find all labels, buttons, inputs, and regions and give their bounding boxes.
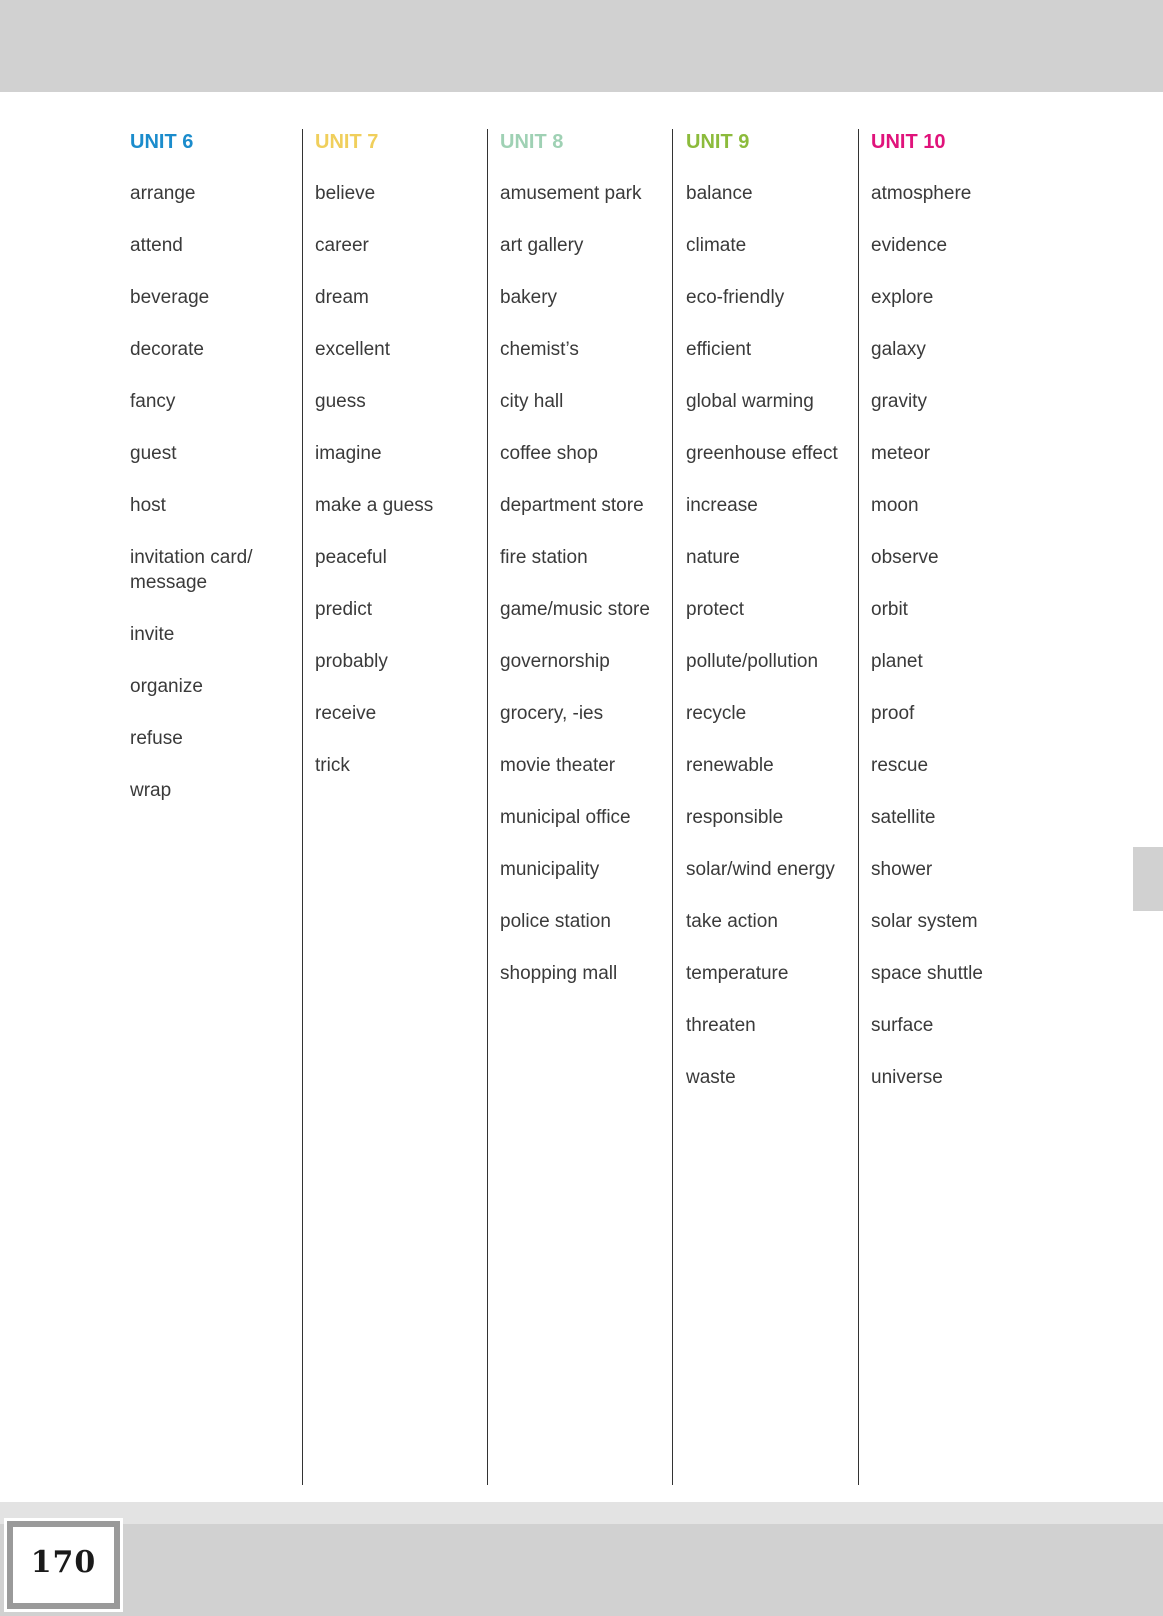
vocabulary-word: evidence <box>871 235 948 256</box>
vocabulary-word: eco-friendly <box>686 287 785 308</box>
vocabulary-word: chemist’s <box>500 339 579 360</box>
vocabulary-word: nature <box>686 547 740 568</box>
bottom-strip <box>0 1502 1163 1524</box>
word-list <box>130 181 310 803</box>
unit-column <box>315 129 495 805</box>
word-list <box>500 181 680 986</box>
vocabulary-word: fire station <box>500 547 588 568</box>
vocabulary-word: balance <box>686 183 753 204</box>
word-list <box>315 181 495 778</box>
word-list <box>871 181 1051 1090</box>
unit-column <box>871 129 1051 1117</box>
vocabulary-word: satellite <box>871 807 936 828</box>
vocabulary-word: protect <box>686 599 745 620</box>
vocabulary-word: department store <box>500 495 644 516</box>
vocabulary-word: excellent <box>315 339 390 360</box>
word-list <box>686 181 866 1090</box>
vocabulary-word: amusement park <box>500 183 642 204</box>
unit-title: UNIT 7 <box>315 131 379 153</box>
vocabulary-word: imagine <box>315 443 382 464</box>
vocabulary-word: municipal office <box>500 807 631 828</box>
vocabulary-word: fancy <box>130 391 176 412</box>
vocabulary-word: host <box>130 495 166 516</box>
vocabulary-word: surface <box>871 1015 934 1036</box>
side-thumb-tab <box>1133 847 1163 911</box>
vocabulary-word: predict <box>315 599 373 620</box>
vocabulary-word: police station <box>500 911 611 932</box>
vocabulary-word: city hall <box>500 391 564 412</box>
vocabulary-word: guess <box>315 391 366 412</box>
vocabulary-word: peaceful <box>315 547 387 568</box>
vocabulary-word: coffee shop <box>500 443 598 464</box>
vocabulary-word: explore <box>871 287 934 308</box>
vocabulary-word: recycle <box>686 703 747 724</box>
vocabulary-word: pollute/pollution <box>686 651 819 672</box>
vocabulary-word: observe <box>871 547 939 568</box>
vocabulary-word: decorate <box>130 339 204 360</box>
vocabulary-word: climate <box>686 235 747 256</box>
page-number-box <box>7 1521 120 1609</box>
vocabulary-word: bakery <box>500 287 558 308</box>
vocabulary-word: atmosphere <box>871 183 972 204</box>
vocabulary-word: universe <box>871 1067 943 1088</box>
unit-column <box>130 129 310 830</box>
vocabulary-word: beverage <box>130 287 210 308</box>
unit-title: UNIT 6 <box>130 131 194 153</box>
vocabulary-word: temperature <box>686 963 789 984</box>
vocabulary-word: wrap <box>130 780 172 801</box>
vocabulary-word: trick <box>315 755 350 776</box>
vocabulary-word: meteor <box>871 443 931 464</box>
vocabulary-word: increase <box>686 495 758 516</box>
vocabulary-word: art gallery <box>500 235 584 256</box>
vocabulary-word: orbit <box>871 599 908 620</box>
page-number: 170 <box>30 1545 97 1580</box>
vocabulary-word: arrange <box>130 183 196 204</box>
unit-column <box>686 129 866 1117</box>
unit-title: UNIT 10 <box>871 131 946 153</box>
vocabulary-word: grocery, -ies <box>500 703 604 724</box>
unit-column <box>500 129 680 1013</box>
vocabulary-word: moon <box>871 495 919 516</box>
vocabulary-word: invitation card/ message <box>130 547 253 593</box>
vocabulary-word: attend <box>130 235 183 256</box>
vocabulary-word: guest <box>130 443 177 464</box>
vocabulary-word: dream <box>315 287 369 308</box>
vocabulary-word: rescue <box>871 755 929 776</box>
vocabulary-word: game/music store <box>500 599 650 620</box>
vocabulary-word: solar/wind energy <box>686 859 835 880</box>
vocabulary-word: governorship <box>500 651 610 672</box>
vocabulary-word: greenhouse effect <box>686 443 838 464</box>
vocabulary-word: galaxy <box>871 339 926 360</box>
vocabulary-word: gravity <box>871 391 927 412</box>
vocabulary-word: waste <box>686 1067 736 1088</box>
top-band <box>0 0 1163 92</box>
vocabulary-word: refuse <box>130 728 183 749</box>
vocabulary-word: space shuttle <box>871 963 983 984</box>
vocabulary-word: municipality <box>500 859 600 880</box>
vocabulary-word: movie theater <box>500 755 616 776</box>
vocabulary-word: career <box>315 235 369 256</box>
vocabulary-word: invite <box>130 624 175 645</box>
vocabulary-word: global warming <box>686 391 814 412</box>
bottom-band <box>0 1524 1163 1616</box>
vocabulary-word: threaten <box>686 1015 756 1036</box>
vocabulary-word: responsible <box>686 807 784 828</box>
vocabulary-word: receive <box>315 703 377 724</box>
vocabulary-word: organize <box>130 676 203 697</box>
vocabulary-word: proof <box>871 703 915 724</box>
vocabulary-word: planet <box>871 651 923 672</box>
vocabulary-word: renewable <box>686 755 774 776</box>
vocabulary-word: solar system <box>871 911 978 932</box>
unit-title: UNIT 9 <box>686 131 750 153</box>
vocabulary-word: take action <box>686 911 778 932</box>
vocabulary-word: shopping mall <box>500 963 618 984</box>
vocabulary-word: believe <box>315 183 376 204</box>
unit-title: UNIT 8 <box>500 131 564 153</box>
vocabulary-word: make a guess <box>315 495 434 516</box>
vocabulary-word: shower <box>871 859 933 880</box>
vocabulary-word: efficient <box>686 339 752 360</box>
vocabulary-word: probably <box>315 651 388 672</box>
